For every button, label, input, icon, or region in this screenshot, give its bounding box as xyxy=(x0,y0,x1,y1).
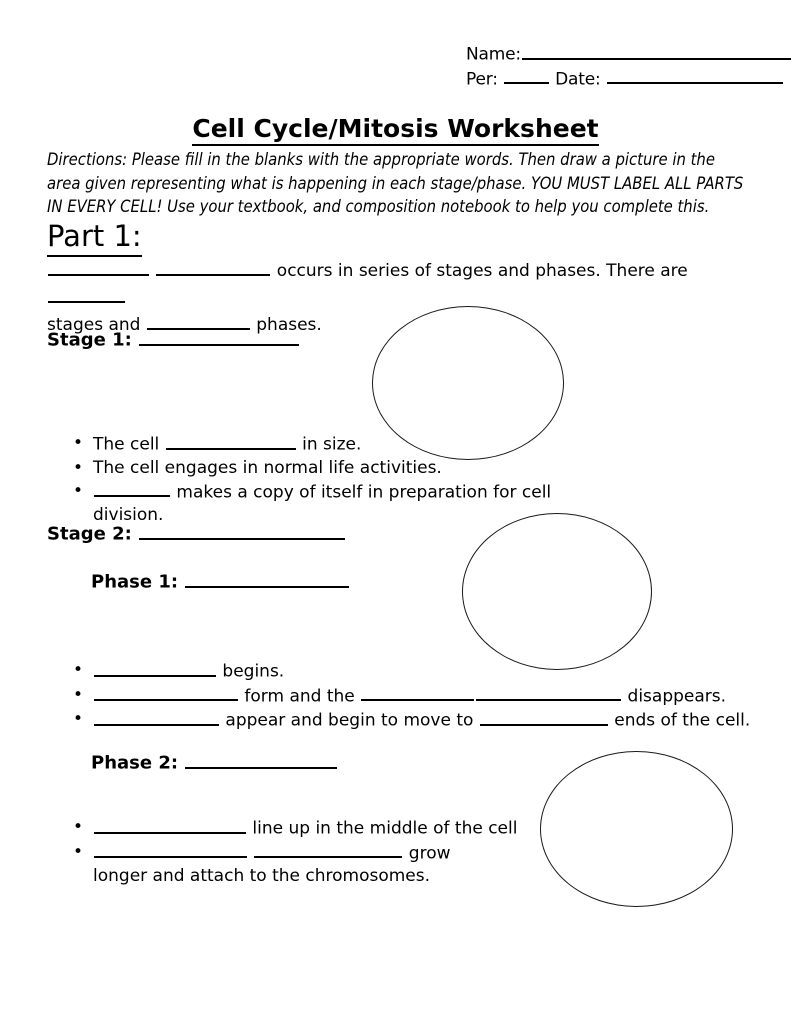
bullet-dot-icon: • xyxy=(73,457,84,478)
stage-2-label: Stage 2: xyxy=(47,523,132,545)
name-blank[interactable] xyxy=(522,42,791,60)
phase-2-bullet-list xyxy=(61,816,581,888)
stage-1-heading xyxy=(47,327,300,351)
phase-2-bullet-2-text-a: grow xyxy=(403,843,451,864)
phase-1-label: Phase 1: xyxy=(91,571,179,593)
stage-1-cell-drawing-area[interactable] xyxy=(372,306,564,460)
phase-1-bullet-3-text-a: appear and begin to move to xyxy=(220,710,479,731)
list-item xyxy=(61,816,581,840)
phase-2-bullet-1-blank[interactable] xyxy=(94,816,246,834)
stage-1-bullet-2-text: The cell engages in normal life activities. xyxy=(93,457,442,478)
bullet-dot-icon: • xyxy=(73,660,84,680)
list-item xyxy=(61,684,761,708)
directions-text-caps: YOU MUST LABEL ALL PARTS IN EVERY CELL! xyxy=(47,173,744,216)
date-blank[interactable] xyxy=(607,67,783,85)
phase-1-bullet-2-blank-c[interactable] xyxy=(476,684,621,702)
stage-1-bullet-1-text-b: in size. xyxy=(296,434,362,455)
student-info-header xyxy=(466,42,766,91)
directions-text-1: Please fill in the blanks with the appropriate words. Then draw a picture in the area given representing what is happening in each stage/phase. xyxy=(47,150,715,193)
bullet-dot-icon: • xyxy=(73,841,84,862)
bullet-dot-icon: • xyxy=(73,709,84,730)
phase-1-bullet-2-blank-b[interactable] xyxy=(361,684,474,702)
phase-1-cell-drawing-area[interactable] xyxy=(462,513,652,670)
intro-blank-3[interactable] xyxy=(48,285,125,303)
intro-text-2: stages and xyxy=(47,315,146,335)
name-row xyxy=(466,42,766,67)
stage-1-bullet-1-text-a: The cell xyxy=(93,434,165,455)
part-1-heading xyxy=(47,219,142,253)
directions-text-2: Use your textbook, and composition notebook to help you complete this. xyxy=(162,197,710,216)
phase-2-blank[interactable] xyxy=(185,750,337,769)
list-item xyxy=(61,480,581,527)
part-1-heading-text: Part 1: xyxy=(47,219,142,257)
page-title xyxy=(0,114,791,143)
phase-1-bullet-2-text-a: form and the xyxy=(239,686,361,707)
phase-1-bullet-3-blank-b[interactable] xyxy=(480,708,608,726)
phase-2-bullet-2-text-b: longer and attach to the chromosomes. xyxy=(93,865,431,886)
intro-text-1: occurs in series of stages and phases. There are xyxy=(271,261,688,281)
directions-label: Directions: xyxy=(47,150,128,169)
phase-1-bullet-2-blank-a[interactable] xyxy=(94,684,238,702)
stage-1-bullet-3-text: makes a copy of itself in preparation for cell division. xyxy=(93,482,552,525)
bullet-dot-icon: • xyxy=(73,684,84,705)
phase-2-heading xyxy=(91,750,338,774)
stage-2-heading xyxy=(47,521,346,545)
page-title-text: Cell Cycle/Mitosis Worksheet xyxy=(192,114,598,146)
list-item xyxy=(61,708,761,732)
phase-1-bullet-3-blank-a[interactable] xyxy=(94,708,219,726)
phase-2-bullet-2-blank-b[interactable] xyxy=(254,841,402,859)
phase-2-label: Phase 2: xyxy=(91,752,179,774)
list-item xyxy=(61,841,581,888)
date-label: Date: xyxy=(555,69,601,90)
list-item xyxy=(61,659,761,683)
phase-2-cell-drawing-area[interactable] xyxy=(540,751,733,907)
stage-2-blank[interactable] xyxy=(139,521,345,540)
directions-paragraph xyxy=(47,148,747,219)
stage-1-blank[interactable] xyxy=(139,327,299,346)
intro-text-3: phases. xyxy=(250,315,322,335)
bullet-dot-icon: • xyxy=(73,433,84,453)
name-label: Name: xyxy=(466,44,521,65)
phase-1-bullet-1-text: begins. xyxy=(217,661,285,682)
stage-1-bullet-1-blank[interactable] xyxy=(166,432,296,450)
phase-1-bullet-2-text-b: disappears. xyxy=(622,686,727,707)
list-item xyxy=(61,457,581,480)
phase-2-bullet-2-blank-a[interactable] xyxy=(94,841,247,859)
intro-blank-2[interactable] xyxy=(156,258,270,276)
bullet-dot-icon: • xyxy=(73,817,84,837)
phase-1-bullet-1-blank[interactable] xyxy=(94,659,216,677)
phase-1-bullet-list xyxy=(61,659,761,733)
stage-1-bullet-3-blank[interactable] xyxy=(94,480,170,498)
phase-2-bullet-1-text: line up in the middle of the cell xyxy=(247,818,518,839)
phase-1-blank[interactable] xyxy=(185,569,349,588)
intro-blank-1[interactable] xyxy=(48,258,149,276)
bullet-dot-icon: • xyxy=(73,480,84,501)
per-date-row xyxy=(466,67,766,92)
phase-1-heading xyxy=(91,569,350,593)
per-blank[interactable] xyxy=(504,67,549,85)
per-label: Per: xyxy=(466,69,498,90)
stage-1-label: Stage 1: xyxy=(47,329,132,351)
phase-1-bullet-3-text-b: ends of the cell. xyxy=(608,710,751,731)
